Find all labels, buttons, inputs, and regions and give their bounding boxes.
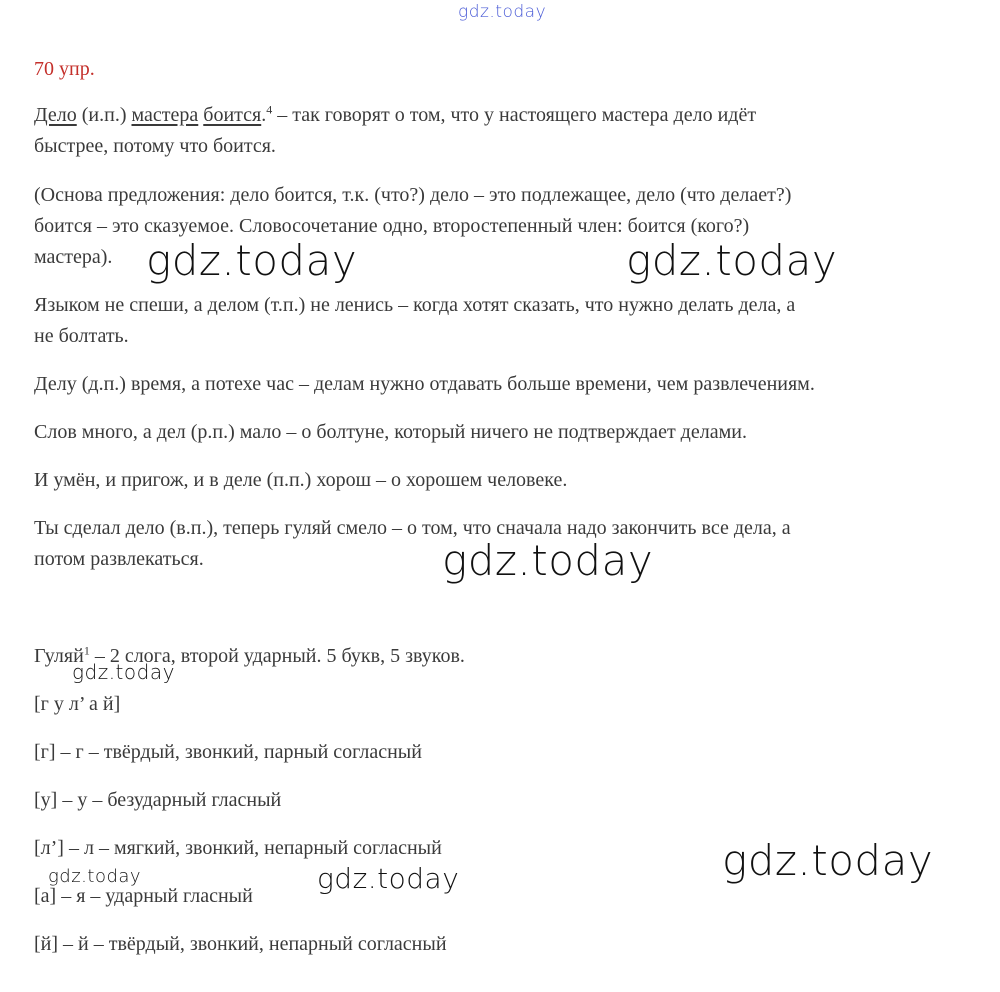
sound-row: [й] – й – твёрдый, звонкий, непарный согласный <box>34 933 447 955</box>
paragraph-3-line-2: не болтать. <box>34 325 129 347</box>
watermark: gdz.today <box>72 660 175 684</box>
sound-row: [г] – г – твёрдый, звонкий, парный согласный <box>34 741 422 763</box>
watermark: gdz.today <box>722 836 934 885</box>
sound-row: [у] – у – безударный гласный <box>34 789 282 811</box>
paragraph-7-line-1: Ты сделал дело (в.п.), теперь гуляй смело – о том, что сначала надо закончить все дела, а <box>34 517 791 539</box>
watermark: gdz.today <box>442 536 654 585</box>
paragraph-6: И умён, и пригож, и в деле (п.п.) хорош – о хорошем человеке. <box>34 469 568 491</box>
phonetic-word: Гуляй <box>34 645 84 667</box>
footnote-mark: 4 <box>266 102 273 117</box>
word-mastera: мастера <box>131 104 199 126</box>
paragraph-2-line-2: боится – это сказуемое. Словосочетание одно, второстепенный член: боится (кого?) <box>34 215 750 237</box>
case-label: (и.п.) <box>76 104 132 126</box>
paragraph-1-line-1: Дело (и.п.) мастера боится.$^4$ – так говорят о том, что у настоящего мастера дело идёт <box>34 102 757 126</box>
word-delo: Дело <box>34 104 77 126</box>
watermark: gdz.today <box>626 236 838 285</box>
sound-row: [л’] – л – мягкий, звонкий, непарный согласный <box>34 837 442 859</box>
paragraph-2-line-3: мастера). <box>34 246 113 268</box>
explanation: – так говорят о том, что у настоящего мастера дело идёт <box>272 104 757 126</box>
paragraph-7-line-2: потом развлекаться. <box>34 548 204 570</box>
header-watermark: gdz.today <box>458 2 547 22</box>
paragraph-4: Делу (д.п.) время, а потехе час – делам нужно отдавать больше времени, чем развлечениям. <box>34 373 815 395</box>
watermark: gdz.today <box>317 862 460 895</box>
paragraph-3-line-1: Языком не спеши, а делом (т.п.) не ленись – когда хотят сказать, что нужно делать дела, а <box>34 294 796 316</box>
paragraph-2-line-1: (Основа предложения: дело боится, т.к. (что?) дело – это подлежащее, дело (что делает?) <box>34 184 792 206</box>
word-boitsya: боится <box>203 104 262 126</box>
footnote-mark: 1 <box>83 643 90 658</box>
watermark: gdz.today <box>146 236 358 285</box>
phonetic-transcription: [г у л’ а й] <box>34 693 121 715</box>
paragraph-5: Слов много, а дел (р.п.) мало – о болтуне, который ничего не подтверждает делами. <box>34 421 747 443</box>
sound-row: [а] – я – ударный гласный <box>34 885 253 907</box>
watermark: gdz.today <box>48 866 142 887</box>
paragraph-1-line-2: быстрее, потому что боится. <box>34 135 276 157</box>
phonetic-summary: Гуляй$^1$ – 2 слога, второй ударный. 5 букв, 5 звуков. <box>34 643 465 667</box>
exercise-title: 70 упр. <box>34 58 95 80</box>
